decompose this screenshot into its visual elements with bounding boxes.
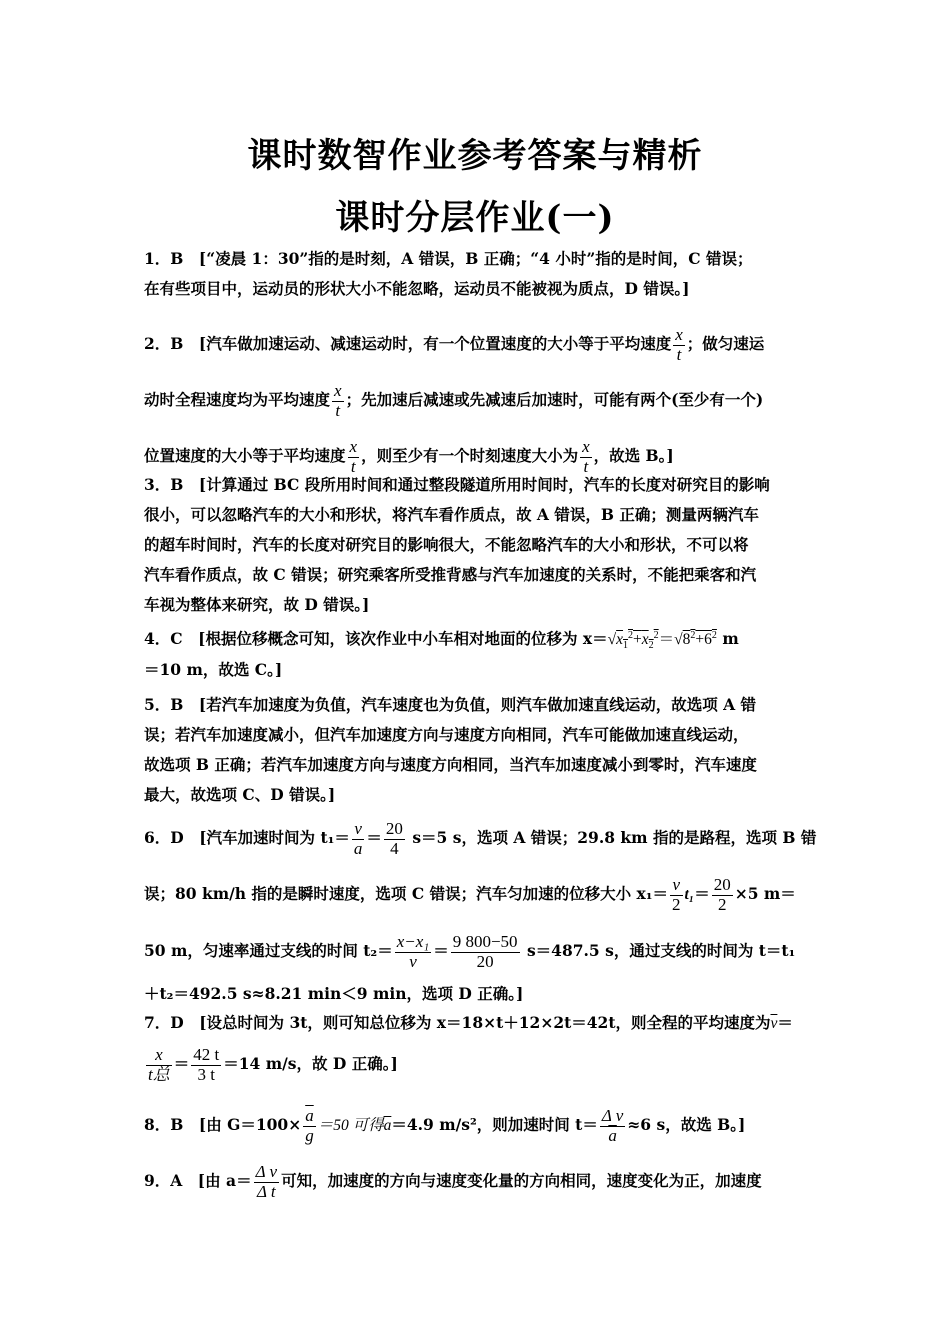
answer-3-line-2: 很小，可以忽略汽车的大小和形状，将汽车看作质点，故 A 错误，B 正确；测量两辆汽车 (144, 505, 759, 524)
sqrt-expression-1: $√x_1^2+x_2^2=√8^2+6^2$ (607, 629, 717, 652)
answer-4-text-a: 4．C [根据位移概念可知，该次作业中小车相对地面的位移为 x＝ (144, 629, 608, 648)
answer-9-text-b: 可知，加速度的方向与速度变化量的方向相同，速度变化为正，加速度 (281, 1171, 762, 1190)
answer-2-text-e: 位置速度的大小等于平均速度 (144, 446, 346, 465)
answer-6-text-e: 50 m，匀速率通过支线的时间 t₂＝ (144, 941, 393, 960)
answer-6-line-4: ＋t₂＝492.5 s≈8.21 min＜9 min，选项 D 正确。] (144, 984, 524, 1003)
answer-5-line-4: 最大，故选项 C、D 错误。] (144, 785, 336, 804)
answer-3-line-4: 汽车看作质点，故 C 错误；研究乘客所受推背感与汽车加速度的关系时，不能把乘客和汽 (144, 565, 757, 584)
fraction-v-over-a: $\frac{v}{a}$ (353, 818, 363, 858)
answer-2-text-f: ，则至少有一个时刻速度大小为 (361, 446, 579, 465)
answer-2-text-a: 2．B [汽车做加速运动、减速运动时，有一个位置速度的大小等于平均速度 (144, 334, 672, 353)
answer-5-line-1: 5．B [若汽车加速度为负值，汽车速度也为负值，则汽车做加速直线运动，故选项 A 错 (144, 695, 757, 714)
answer-2-text-d: ；先加速后减速或先减速后加速时，可能有两个(至少有一个) (345, 390, 764, 409)
answer-4-line-2: ＝10 m，故选 C。] (144, 660, 283, 679)
answer-6-text-a: 6．D [汽车加速时间为 t₁＝ (144, 828, 350, 847)
page-title: 课时数智作业参考答案与精析 (247, 136, 703, 176)
fraction-x-over-t: $\frac{x}{t}$ (349, 436, 358, 476)
fraction-v-over-2: $\frac{v}{2}$ (672, 874, 681, 914)
answer-8 (144, 1100, 808, 1151)
answer-8-text-a: 8．B [由 G＝100× (144, 1115, 302, 1134)
answer-4-text-b: m (716, 629, 739, 648)
answer-7: 7．D [设总时间为 3t，则可知总位移为 x＝18×t＋12×2t＝42t，则全程的平均速度为$\overline{v}=$ $\frac{x}{\text{t总}}$ ＝ $\frac{42 t}{3 t}$ ＝14 m/s，故 D 正确。] (144, 1013, 793, 1084)
answer-2-text-b: ；做匀速运 (686, 334, 765, 353)
answer-8-mid: ＝50 可得 (317, 1117, 384, 1134)
fraction-20-over-2: $\frac{20}{2}$ (713, 874, 731, 914)
answer-7-text-a: 7．D [设总时间为 3t，则可知总位移为 x＝18×t＋12×2t＝42t，则全程的平均速度为 (144, 1013, 771, 1032)
t1-symbol: t₁ (684, 886, 695, 903)
fraction-x-minus-x1-over-v: $\frac{\text{x−x₁}}{v}$ (396, 931, 430, 971)
fraction-42t-over-3t: $\frac{42 t}{3 t}$ (193, 1044, 220, 1084)
answer-2 (144, 316, 808, 484)
answer-6: 6．D [汽车加速时间为 t₁＝ $\frac{v}{a}$ ＝ $\frac{20}{4}$ s＝5 s，选项 A 错误；29.8 km 指的是路程，选项 B 错 误；80 km/h 指的是瞬时速度，选项 C 错误；汽车匀加速的位移大小 x₁＝ $\frac{v}{2}$ t₁＝ $\frac{20}{2}$ ×5 m＝ 50 m，匀速率通过支线的时间 t₂＝ $\frac{\text{x−x₁}}{v}$ ＝ $\frac{9 800-50}{20}$ s＝487.5 s，通过支线的时间为 t＝t₁ ＋t₂＝492.5 s≈8.21 min＜9 min，选项 D 正确。] (144, 810, 808, 1009)
a-bar-symbol: $\overline{a}$ (383, 1117, 392, 1134)
answer-7-text-b: ＝14 m/s，故 D 正确。] (223, 1054, 398, 1073)
answer-2-text-c: 动时全程速度均为平均速度 (144, 390, 331, 409)
answer-3-line-1: 3．B [计算通过 BC 段所用时间和通过整段隧道所用时间时，汽车的长度对研究目的影响 (144, 475, 770, 494)
fraction-x-over-t: $\frac{x}{t}$ (582, 436, 590, 476)
answer-5-line-3: 故选项 B 正确；若汽车加速度方向与速度方向相同，当汽车加速度减小到零时，汽车速度 (144, 755, 757, 774)
answer-9 (144, 1156, 808, 1206)
answer-5 (144, 690, 808, 810)
v-bar-symbol: $\overline{v}$ (770, 1015, 778, 1032)
answer-3-line-3: 的超车时间时，汽车的长度对研究目的影响很大，不能忽略汽车的大小和形状，不可以将 (144, 535, 749, 554)
answer-1 (144, 244, 808, 304)
fraction-dv-over-dt: $\frac{\text{Δ v}}{\text{Δ t}}$ (255, 1161, 278, 1201)
fraction-x-over-t: $\frac{x}{t}$ (675, 324, 683, 364)
answer-9-text-a: 9．A [由 a＝ (144, 1171, 252, 1190)
fraction-20-over-4: $\frac{20}{4}$ (385, 818, 403, 858)
answer-8-text-b: ＝4.9 m/s²，则加速时间 t＝ (391, 1115, 598, 1134)
answer-1-line-2: 在有些项目中，运动员的形状大小不能忽略，运动员不能被视为质点，D 错误。] (144, 279, 690, 298)
answer-3 (144, 470, 808, 620)
answer-5-line-2: 误；若汽车加速度减小，但汽车加速度方向与速度方向相同，汽车可能做加速直线运动， (144, 725, 749, 744)
answer-6-text-f: s＝487.5 s，通过支线的时间为 t＝t₁ (521, 941, 796, 960)
answer-6-text-d: ×5 m＝ (734, 884, 796, 903)
fraction-dv-over-a: $\frac{\text{Δ v}}{a}$ (601, 1105, 624, 1145)
fraction-x-over-t: $\frac{x}{t}$ (334, 380, 342, 420)
answer-2-text-g: ，故选 B。] (593, 446, 674, 465)
fraction-a-over-g: $\frac{\overline{a}}{g}$ (305, 1105, 314, 1145)
answer-6-text-c: 误；80 km/h 指的是瞬时速度，选项 C 错误；汽车匀加速的位移大小 x₁＝ (144, 884, 668, 903)
fraction-9800-minus-50-over-20: $\frac{9 800-50}{20}$ (452, 931, 518, 971)
answer-6-text-b: s＝5 s，选项 A 错误；29.8 km 指的是路程，选项 B 错 (406, 828, 817, 847)
answer-8-text-c: ≈6 s，故选 B。] (627, 1115, 746, 1134)
answer-3-line-5: 车视为整体来研究，故 D 错误。] (144, 595, 370, 614)
fraction-x-over-t-total: $\frac{x}{\text{t总}}$ (148, 1044, 170, 1084)
page-subtitle: 课时分层作业(一) (335, 198, 615, 238)
answer-4 (144, 624, 808, 685)
answer-1-line-1: 1．B [“凌晨 1：30”指的是时刻，A 错误，B 正确；“4 小时”指的是时间，C 错误； (144, 249, 753, 268)
